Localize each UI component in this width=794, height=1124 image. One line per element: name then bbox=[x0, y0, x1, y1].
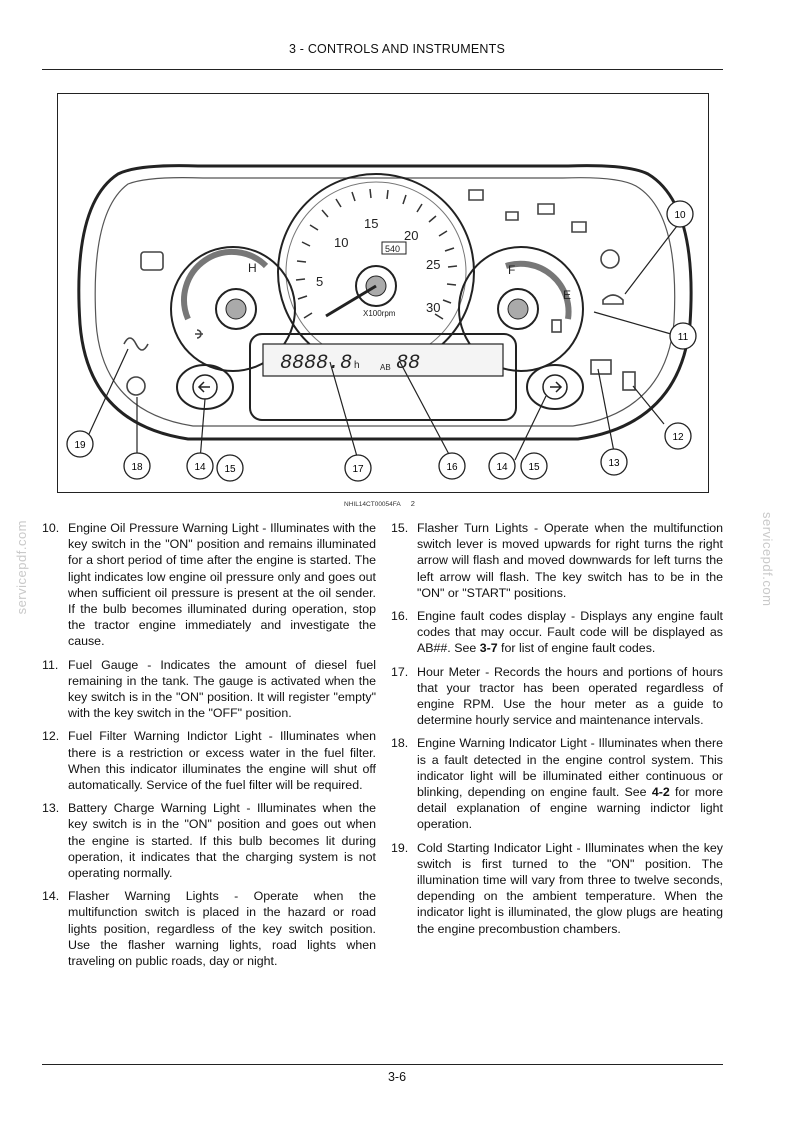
engine-alert-icon bbox=[127, 377, 145, 395]
fuel-gauge-e-label: E bbox=[563, 288, 572, 302]
page-reference-link[interactable]: 3-7 bbox=[479, 641, 498, 656]
list-item-18 bbox=[391, 735, 723, 832]
item-text bbox=[417, 735, 723, 832]
pto-label: 540 bbox=[385, 244, 401, 254]
svg-text:11: 11 bbox=[677, 332, 689, 343]
item-text: Cold Starting Indicator Light - Illuminates when the key switch is first turned to the "ON" position. The illumination time will vary from three to twelve seconds, depending on the ambient temperature. When the indicator light is illuminated, the glow plugs are heating the engine precombustion chambers. bbox=[417, 840, 723, 936]
svg-text:14: 14 bbox=[496, 462, 508, 473]
hour-meter-unit: h bbox=[354, 360, 360, 371]
engine-warning-icon bbox=[141, 252, 163, 270]
item-number: 15. bbox=[391, 521, 409, 535]
callout-18 bbox=[124, 453, 150, 479]
fuel-gauge-f-label: F bbox=[508, 263, 516, 277]
list-item-13 bbox=[42, 800, 376, 881]
svg-text:15: 15 bbox=[528, 462, 540, 473]
diff-lock-icon bbox=[506, 212, 518, 220]
page-reference-link[interactable]: 4-2 bbox=[651, 785, 670, 800]
list-item-12 bbox=[42, 728, 376, 793]
item-text-part: for list of engine fault codes. bbox=[497, 641, 656, 656]
left-arrow-glyph bbox=[199, 382, 210, 392]
list-item-14 bbox=[42, 888, 376, 969]
svg-text:13: 13 bbox=[608, 458, 620, 469]
list-item-15 bbox=[391, 520, 723, 601]
svg-text:19: 19 bbox=[74, 440, 86, 451]
list-item-17 bbox=[391, 664, 723, 729]
callout-17 bbox=[345, 455, 371, 481]
fuel-filter-icon bbox=[623, 372, 635, 390]
svg-text:12: 12 bbox=[672, 432, 684, 443]
svg-text:10: 10 bbox=[674, 210, 686, 221]
item-number: 13. bbox=[42, 801, 60, 816]
item-text: Flasher Warning Lights - Operate when the multifunction switch is placed in the hazard or road lights position, regardless of the key switch position. Use the flasher warning lights, road lights when traveling on public roads, day or night. bbox=[68, 889, 376, 969]
tach-label-10: 10 bbox=[334, 235, 349, 250]
item-text: Engine Oil Pressure Warning Light - Illuminates with the key switch in the "ON" position and remains illuminated for a short period of time after the engine is started. The light indicates low engine oil pressure only and goes out when sufficient oil pressure is present at the oil sender. If the bulb becomes illuminated during operation, stop the tractor engine immediately and investigate the cause. bbox=[68, 521, 376, 649]
item-number: 14. bbox=[42, 889, 60, 904]
tach-label-5: 5 bbox=[316, 274, 324, 289]
callout-13 bbox=[601, 449, 627, 475]
svg-text:15: 15 bbox=[224, 464, 236, 475]
callout-10 bbox=[667, 201, 693, 227]
parking-brake-icon bbox=[601, 250, 619, 268]
item-number: 11. bbox=[42, 657, 59, 672]
temp-gauge-h-label: H bbox=[248, 261, 257, 275]
footer-rule bbox=[42, 1064, 723, 1065]
item-text: Battery Charge Warning Light - Illuminates when the key switch is in the "ON" position and goes out when the engine is started. If this bulb becomes lit during operation, it indicates that the charging system is not operating normally. bbox=[68, 801, 376, 881]
fuel-pump-icon bbox=[552, 320, 561, 332]
oil-pressure-icon bbox=[603, 295, 623, 304]
figure-reference bbox=[344, 499, 415, 508]
tach-unit: X100rpm bbox=[363, 309, 396, 318]
item-number: 12. bbox=[42, 729, 60, 744]
page-header: 3 - CONTROLS AND INSTRUMENTS bbox=[288, 42, 506, 56]
callout-15-right bbox=[521, 453, 547, 479]
item-number: 19. bbox=[391, 840, 409, 855]
svg-text:16: 16 bbox=[446, 462, 458, 473]
trailer-icon bbox=[538, 204, 554, 214]
tach-label-25: 25 bbox=[426, 257, 441, 272]
item-number: 10. bbox=[42, 521, 60, 535]
header-rule bbox=[42, 69, 723, 70]
svg-text:14: 14 bbox=[194, 462, 206, 473]
item-number: 17. bbox=[391, 664, 409, 679]
watermark-left: servicepdf.com bbox=[14, 520, 29, 615]
callout-14-right bbox=[489, 453, 515, 479]
item-text-part: Engine fault codes display - Displays any engine fault codes that may occur. Fault code will be displayed as AB##. See bbox=[417, 609, 723, 656]
fault-code-digits: 88 bbox=[396, 352, 421, 375]
list-item-11 bbox=[42, 657, 376, 722]
list-item-16 bbox=[391, 608, 723, 657]
item-text-part: Engine Warning Indicator Light - Illuminates when there is a fault detected in the engine control system. This indicator light will be illuminated either continuous or blinking, depending on engine fault. See bbox=[417, 736, 723, 800]
left-column bbox=[42, 520, 376, 976]
tractor-icon bbox=[572, 222, 586, 232]
watermark-right: servicepdf.com bbox=[760, 512, 775, 607]
hour-meter-digits: 8888.8 bbox=[280, 352, 353, 375]
callout-19 bbox=[67, 431, 93, 457]
figure-ref-code: NHIL14CT00054FA bbox=[344, 501, 401, 508]
callout-12 bbox=[665, 423, 691, 449]
tach-label-15: 15 bbox=[364, 216, 379, 231]
page-number: 3-6 bbox=[387, 1070, 407, 1084]
fault-code-prefix: AB bbox=[380, 363, 391, 372]
instrument-cluster-figure bbox=[57, 93, 709, 493]
callout-14-left bbox=[187, 453, 213, 479]
item-text: Fuel Filter Warning Indictor Light - Illuminates when there is a restriction or excess water in the fuel filter. When this indicator illuminates the engine will shut off automatically. Service of the fuel filter will be required. bbox=[68, 729, 376, 793]
callout-leaders bbox=[89, 222, 680, 460]
tach-label-20: 20 bbox=[404, 228, 419, 243]
tachometer-bezel bbox=[278, 174, 474, 370]
callout-16 bbox=[439, 453, 465, 479]
tach-label-30: 30 bbox=[426, 300, 441, 315]
list-item-10 bbox=[42, 520, 376, 650]
item-number: 18. bbox=[391, 736, 409, 751]
svg-text:18: 18 bbox=[131, 462, 143, 473]
cluster-illustration bbox=[58, 94, 708, 492]
list-item-19 bbox=[391, 840, 723, 937]
callout-15-left bbox=[217, 455, 243, 481]
coolant-temp-icon bbox=[195, 330, 203, 338]
cold-start-icon bbox=[124, 338, 148, 350]
four-wheel-drive-icon bbox=[469, 190, 483, 200]
figure-ref-number: 2 bbox=[410, 499, 415, 508]
item-number: 16. bbox=[391, 609, 409, 624]
item-text-part: for more detail explanation of engine warning indictor light operation. bbox=[417, 785, 723, 832]
svg-text:17: 17 bbox=[352, 464, 364, 475]
right-arrow-glyph bbox=[550, 382, 561, 392]
item-text: Flasher Turn Lights - Operate when the multifunction switch lever is moved upwards for right turns the right arrow will flash and moved downwards for left turns the left arrow will flash. The key switch has to be in the "ON" or "START" positions. bbox=[417, 521, 723, 600]
right-column bbox=[391, 520, 723, 944]
fuel-gauge-hub-center bbox=[508, 299, 528, 319]
temp-gauge-hub-center bbox=[226, 299, 246, 319]
item-text bbox=[417, 608, 723, 657]
item-text: Fuel Gauge - Indicates the amount of diesel fuel remaining in the tank. The gauge is activated when the key switch is in the "ON" position. It will register "empty" with the key switch in the "OFF" position. bbox=[68, 657, 376, 721]
battery-charge-icon bbox=[591, 360, 611, 374]
callout-11 bbox=[670, 323, 696, 349]
item-text: Hour Meter - Records the hours and portions of hours that your tractor has been operated regardless of engine RPM. Use the hour meter as a guide to determine hourly service and maintenance intervals. bbox=[417, 664, 723, 728]
